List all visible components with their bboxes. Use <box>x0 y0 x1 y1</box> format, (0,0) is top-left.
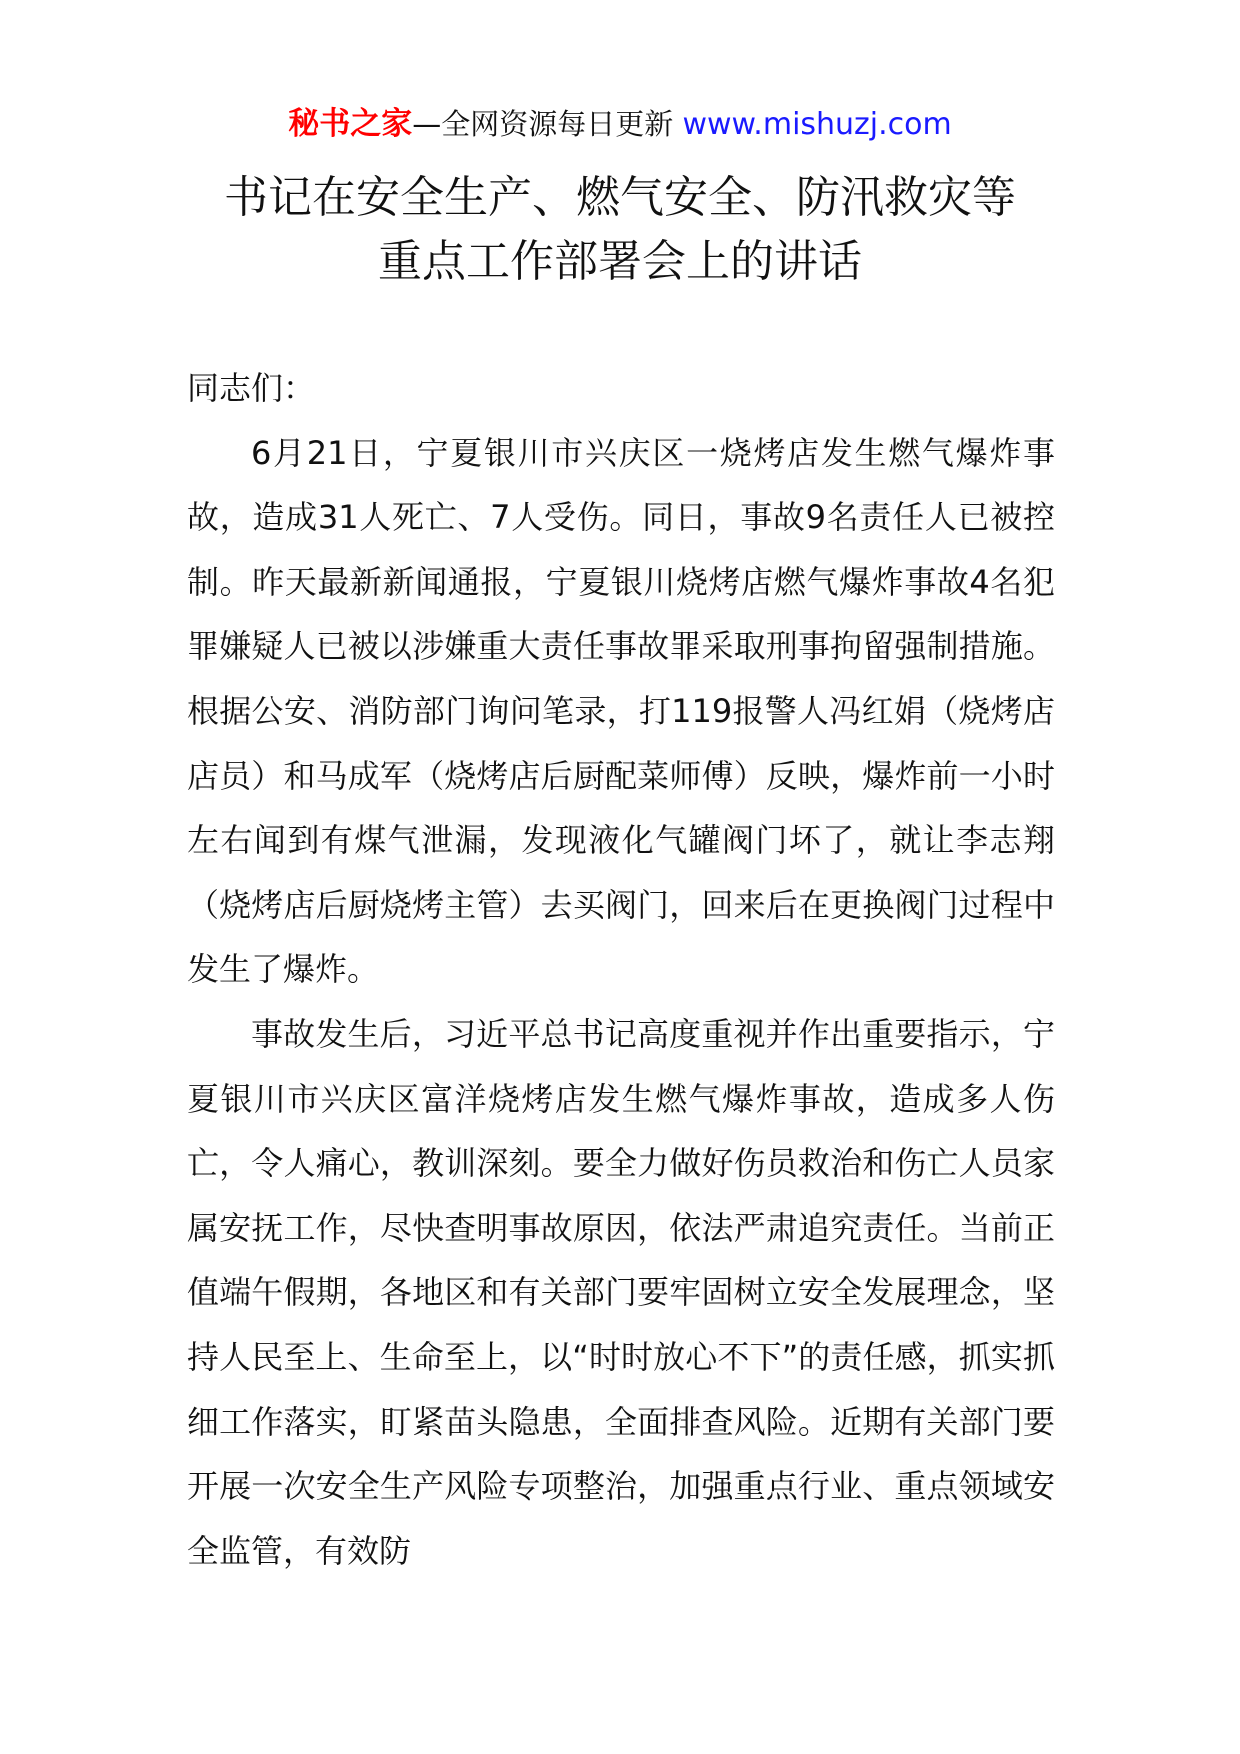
title-line-1: 书记在安全生产、燃气安全、防汛救灾等 <box>224 172 1016 223</box>
salutation: 同志们： <box>187 369 316 407</box>
site-url-link[interactable]: www.mishuzj.com <box>682 107 952 142</box>
document-body <box>187 356 1055 1583</box>
body-paragraph-2: 事故发生后，习近平总书记高度重视并作出重要指示，宁夏银川市兴庆区富洋烧烤店发生燃气爆炸事故，造成多人伤亡，令人痛心，教训深刻。要全力做好伤员救治和伤亡人员家属安抚工作，尽快查明事故原因，依法严肃追究责任。当前正值端午假期，各地区和有关部门要牢固树立安全发展理念，坚持人民至上、生命至上，以“时时放心不下”的责任感，抓实抓细工作落实，盯紧苗头隐患，全面排查风险。近期有关部门要开展一次安全生产风险专项整治，加强重点行业、重点领域安全监管，有效防 <box>187 1014 1055 1570</box>
site-header <box>0 104 1240 145</box>
site-brand: 秘书之家 <box>288 106 413 142</box>
site-tagline: —全网资源每日更新 <box>412 107 683 141</box>
body-paragraph-1: 6月21日，宁夏银川市兴庆区一烧烤店发生燃气爆炸事故，造成31人死亡、7人受伤。同日，事故9名责任人已被控制。昨天最新新闻通报，宁夏银川烧烤店燃气爆炸事故4名犯罪嫌疑人已被以涉嫌重大责任事故罪采取刑事拘留强制措施。根据公安、消防部门询问笔录，打119报警人冯红娟（烧烤店店员）和马成军（烧烤店后厨配菜师傅）反映，爆炸前一小时左右闻到有煤气泄漏，发现液化气罐阀门坏了，就让李志翔（烧烤店后厨烧烤主管）去买阀门，回来后在更换阀门过程中发生了爆炸。 <box>187 433 1055 989</box>
document-title <box>0 166 1240 294</box>
title-line-2: 重点工作部署会上的讲话 <box>378 236 862 287</box>
